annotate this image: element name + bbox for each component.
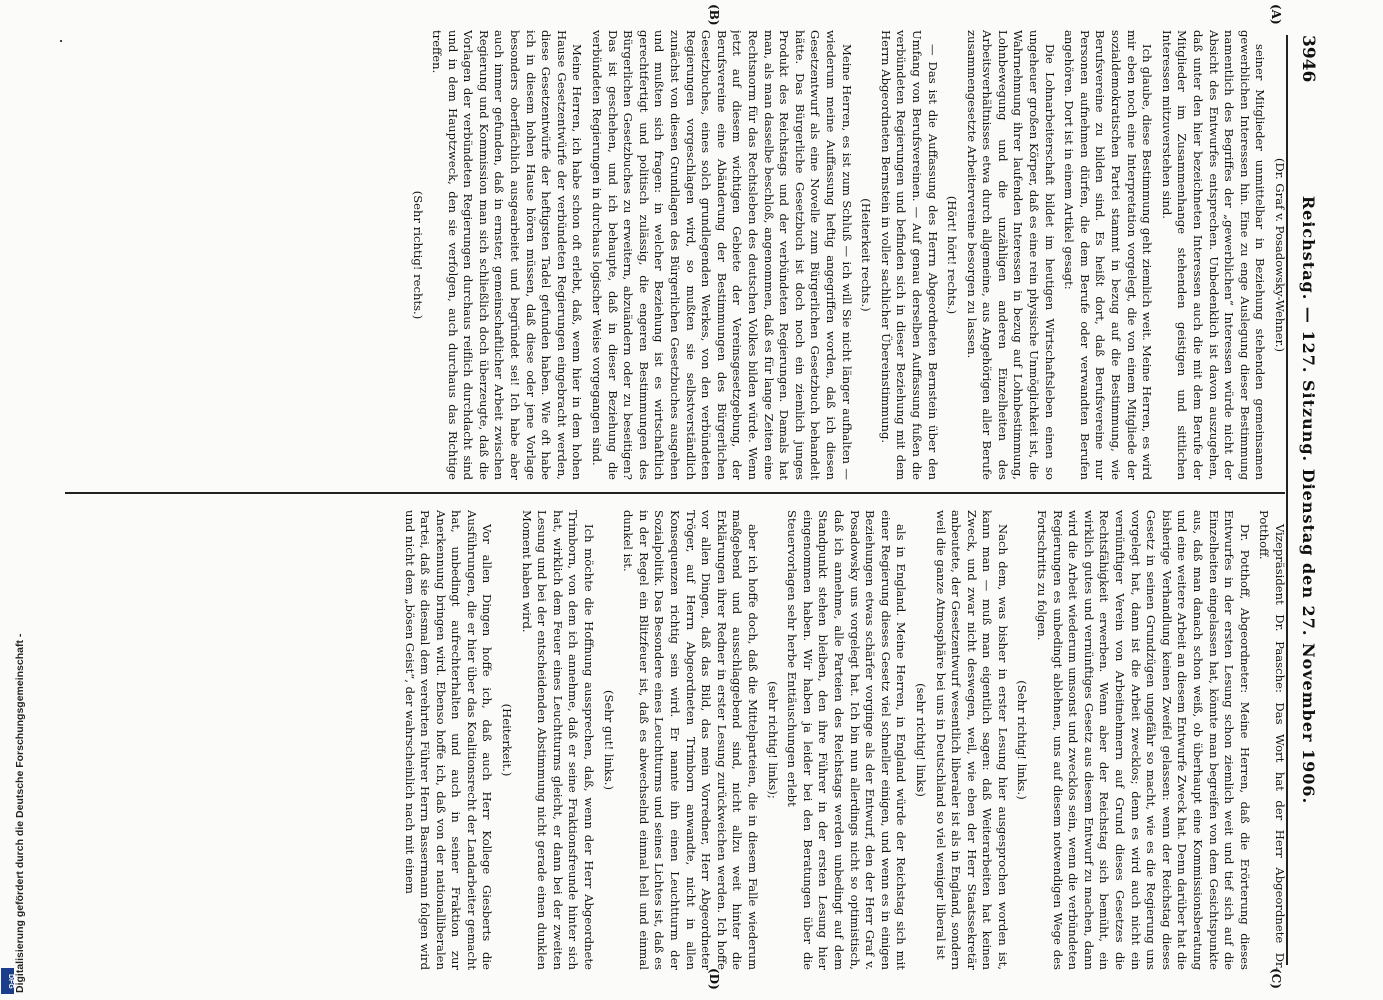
page-number: 3946 bbox=[1298, 35, 1318, 83]
paragraph: Ich glaube, diese Bestimmung geht ziemlich weit. Meine Herren, es wird mir eben noch eine Interpretation vorgelegt, die von einem Mitgliede der sozialdemokratischen Partei stammt in bezug auf die Bestimmung, wie Berufsvereine zu bilden sind. Es heißt dort, daß Berufsvereine nur Personen aufnehmen dürfen, die dem Berufe oder verwandten Berufen angehören. Dort ist in einem Artikel gesagt: bbox=[1062, 30, 1155, 480]
interjection: (Heiterkeit.) bbox=[500, 703, 515, 777]
left-column bbox=[147, 30, 1287, 480]
interjection: (Sehr richtig! rechts.) bbox=[410, 190, 425, 320]
paragraph: Vor allen Dingen hoffe ich, daß auch Herr Kollege Giesberts die Ausführungen, die er hier über das Koalitionsrecht der Landarbeiter gemacht hat, unbedingt aufrechterhalten und auch in seiner Fraktion zur Anerkennung bringen wird. Ebenso hoffe ich, daß von der nationalliberalen Partei, daß sie diesmal dem verehrten Führer Herrn Bassermann folgen wird und nicht dem „bösen Geist“, der wahrscheinlich nach mit einem bbox=[402, 510, 495, 970]
paragraph: Meine Herren, ich habe schon oft erlebt, daß, wenn hier in dem hohen Hause Gesetzentwürfe der verbündeten Regierungen eingebracht werden, diese Gesetzentwürfe der heftigsten Tadel gefunden haben. Wie oft habe ich in diesem hohen Hause hören müssen, daß diese oder jene Vorlage besonders oberflächlich ausgearbeitet und begründet sei! Ich habe aber auch immer gefunden, daß in ernster, gemeinschaftlicher Arbeit zwischen Regierung und Kommission man sich schließlich doch überzeugte, daß die Vorlagen der verbündeten Regierungen durchaus reiflich durchdacht sind und in dem Hauptzweck, den sie verfolgen, auch durchaus das Richtige treffen. bbox=[430, 30, 585, 480]
marker-d: (D) bbox=[707, 968, 721, 990]
page-title: Reichstag. — 127. Sitzung. Dienstag den 27. November 1906. bbox=[1299, 195, 1318, 805]
paragraph: — Das ist die Auffassung des Herrn Abgeordneten Bernstein über den Umfang von Berufsvereinen. — Auf genau derselben Auffassung fußen die verbündeten Regierungen und befinden sich in dieser Beziehung mit dem Herrn Abgeordneten Bernstein in voller sachlicher Übereinstimmung. bbox=[878, 30, 940, 480]
column-divider bbox=[65, 492, 1285, 494]
interjection: (Hört! hört! rechts.) bbox=[945, 195, 960, 315]
paragraph: Ich möchte die Hoffnung aussprechen, daß, wenn der Herr Abgeordnete Trimborn, von dem ich annehme, daß er seine Fraktionsfreunde hinter sich hat, wirklich dem Feuer eines Leuchtturms gleicht, er dann bei der zweiten Lesung und bei der entscheidenden Abstimmung nicht gerade einen dunklen Moment haben wird. bbox=[519, 510, 597, 970]
marker-a: (A) bbox=[1269, 4, 1283, 25]
interjection: (Sehr gut! links.) bbox=[601, 690, 616, 790]
dfg-logo: DFG bbox=[1, 968, 14, 994]
quote-paragraph: Die Lohnarbeiterschaft bildet im heutigen Wirtschaftsleben einen so ungeheuer großen Körper, daß es eine rein physische Unmöglichkeit ist, die Wahrnehmung ihrer laufenden Interessen in bezug auf Lohnbestimmung, Lohnbewegung und die unzähligen anderen Einzelheiten des Arbeitsverhältnisses etwa durch allgemeine, aus Angehörigen aller Berufe zusammengesetzte Arbeitervereine besorgen zu lassen. bbox=[964, 30, 1057, 480]
speaker-intro: Vizepräsident Dr. Paasche: Das Wort hat der Herr Abgeordnete Dr. Potthoff. bbox=[1257, 510, 1287, 970]
interjection: (sehr richtig! links); bbox=[765, 681, 780, 799]
right-column bbox=[147, 510, 1287, 970]
interjection: (sehr richtig! links) bbox=[913, 683, 928, 797]
speaker-continuation: (Dr. Graf v. Posadowsky-Wehner.) bbox=[1273, 157, 1287, 353]
interjection: (Heiterkeit rechts.) bbox=[859, 198, 874, 312]
footer-strip bbox=[0, 0, 26, 1000]
paragraph: Nach dem, was bisher in erster Lesung hier ausgesprochen worden ist, kann man — muß man eigentlich sagen: daß Weiterarbeiten hat keinen Zweck, und zwar nicht deswegen, weil, wie eben der Herr Staatssekretär anbeutete, der Gesetzentwurf wesentlich liberaler ist als in England, sondern weil die ganze Atmosphäre bei uns in Deutschland so viel weniger liberal ist bbox=[933, 510, 1010, 970]
paragraph: seiner Mitglieder unmittelbar in Beziehung stehenden gemeinsamen gewerblichen Interessen hin. Eine zu enge Auslegung dieser Bestimmung namentlich des Begriffes der „gewerblichen“ Interessen würde nicht der Absicht des Entwurfes entsprechen. Unbedenklich ist davon auszugehen, daß unter den hier bezeichneten Interessen auch die mit dem Berufe der Mitglieder im Zusammenhange stehenden geistigen und sittlichen Interessen mitzuverstehen sind. bbox=[1159, 30, 1268, 480]
funding-credit: Digitalisierung gefördert durch die Deutsche Forschungsgemeinschaft - bbox=[14, 633, 26, 993]
marker-c: (C) bbox=[1269, 968, 1283, 989]
paragraph: als in England. Meine Herren, in England würde der Reichstag sich mit einer Regierung dieses Gesetz viel schneller einigen, und wenn es in einigen Beziehungen etwas schärfer vorginge als der Entwurf, den der Herr Graf v. Posadowsky uns vorgelegt hat. Ich bin nun allerdings nicht so optimistisch, daß ich annehme, alle Parteien des Reichstags werden unbedingt auf dem Standpunkt stehen bleiben, den ihre Führer in der ersten Lesung hier eingenommen haben. Wir haben ja leider bei den Beratungen über die Steuervorlagen sehr herbe Enttäuschungen erlebt bbox=[785, 510, 909, 970]
page-header bbox=[1286, 35, 1328, 965]
paragraph: Meine Herren, es ist zum Schluß — ich will Sie nicht länger aufhalten — wiederum meine Auffassung heftig angegriffen worden, daß ich diesen Gesetzentwurf als eine Novelle zum Bürgerlichen Gesetzbuch behandelt hätte. Das Bürgerliche Gesetzbuch ist doch noch ein ziemlich junges Produkt des Reichstags und der verbündeten Regierungen. Damals hat man, als man dasselbe beschloß, angenommen, daß es für lange Zeiten eine Rechtsnorm für das Rechtsleben des deutschen Volkes bilden würde. Wenn jetzt auf diesem wichtigen Gebiete der Vereinsgesetzgebung, der Berufsvereine eine Abänderung der Bestimmungen des Bürgerlichen Gesetzbuches, eines solch grundlegenden Werkes, von den verbündeten Regierungen vorgeschlagen wird, so mußten sie selbstverständlich zunächst von diesen Grundlagen des Bürgerlichen Gesetzbuches ausgehen und mußten sich fragen: in welcher Beziehung ist es wirtschaftlich gerechtfertigt und politisch zulässig, die engeren Bestimmungen des Bürgerlichen Gesetzbuches zu erweitern, abzuändern oder zu beseitigen? Das ist geschehen, und ich behaupte, daß in dieser Beziehung die verbündeten Regierungen in durchaus logischer Weise vorgegangen sind. bbox=[590, 30, 854, 480]
marker-b: (B) bbox=[707, 4, 721, 26]
paragraph: aber ich hoffe doch, daß die Mittelparteien, die in diesem Falle wiederum maßgebend und ausschlaggebend sind, nicht allzu weit hinter die Erklärungen ihrer Redner in erster Lesung zurückweichen werden. Ich hoffe vor allen Dingen, daß das Bild, das mein Vorredner, Herr Abgeordneter Tröger, auf Herrn Abgeordneten Trimborn anwandte, nicht in allen Konsequenzen richtig sein wird. Er nannte ihn einen Leuchtturm der Sozialpolitik. Das Besondere eines Leuchtturms und seines Lichtes ist, daß es in der Regel ein Blitzfeuer ist, daß es abwechselnd einmal hell und einmal dunkel ist. bbox=[621, 510, 760, 970]
paragraph: Dr. Potthoff, Abgeordneter: Meine Herren, daß die Erörterung dieses Entwurfes in der ersten Lesung schon ziemlich weit und tief sich auf die Einzelheiten eingelassen hat, könnte man begreifen von dem Gesichtspunkte aus, daß man danach schon weiß, ob überhaupt eine Kommissionsberatung und eine weitere Arbeit an diesem Entwurfe Zweck hat. Denn darüber hat die bisherige Verhandlung keinen Zweifel gelassen: wenn der Reichstag dieses Gesetz in seinen Grundzügen ungefähr so macht, wie es die Regierung uns vorgelegt hat, dann ist die Arbeit zwecklos; denn es wird auch nicht ein vernünftiger Verein von Arbeitnehmern auf Grund dieses Gesetzes die Rechtsfähigkeit erwerben. Wenn aber der Reichstag sich bemüht, ein wirklich gutes und vernünftiges Gesetz aus diesem Entwurf zu machen, dann wird die Arbeit wiederum umsonst und zwecklos sein, wenn die verbündeten Regierungen es unbedingt ablehnen, uns auf diesem notwendigen Wege des Fortschritts zu folgen. bbox=[1035, 510, 1252, 970]
interjection: (Sehr richtig! links.) bbox=[1015, 680, 1030, 800]
